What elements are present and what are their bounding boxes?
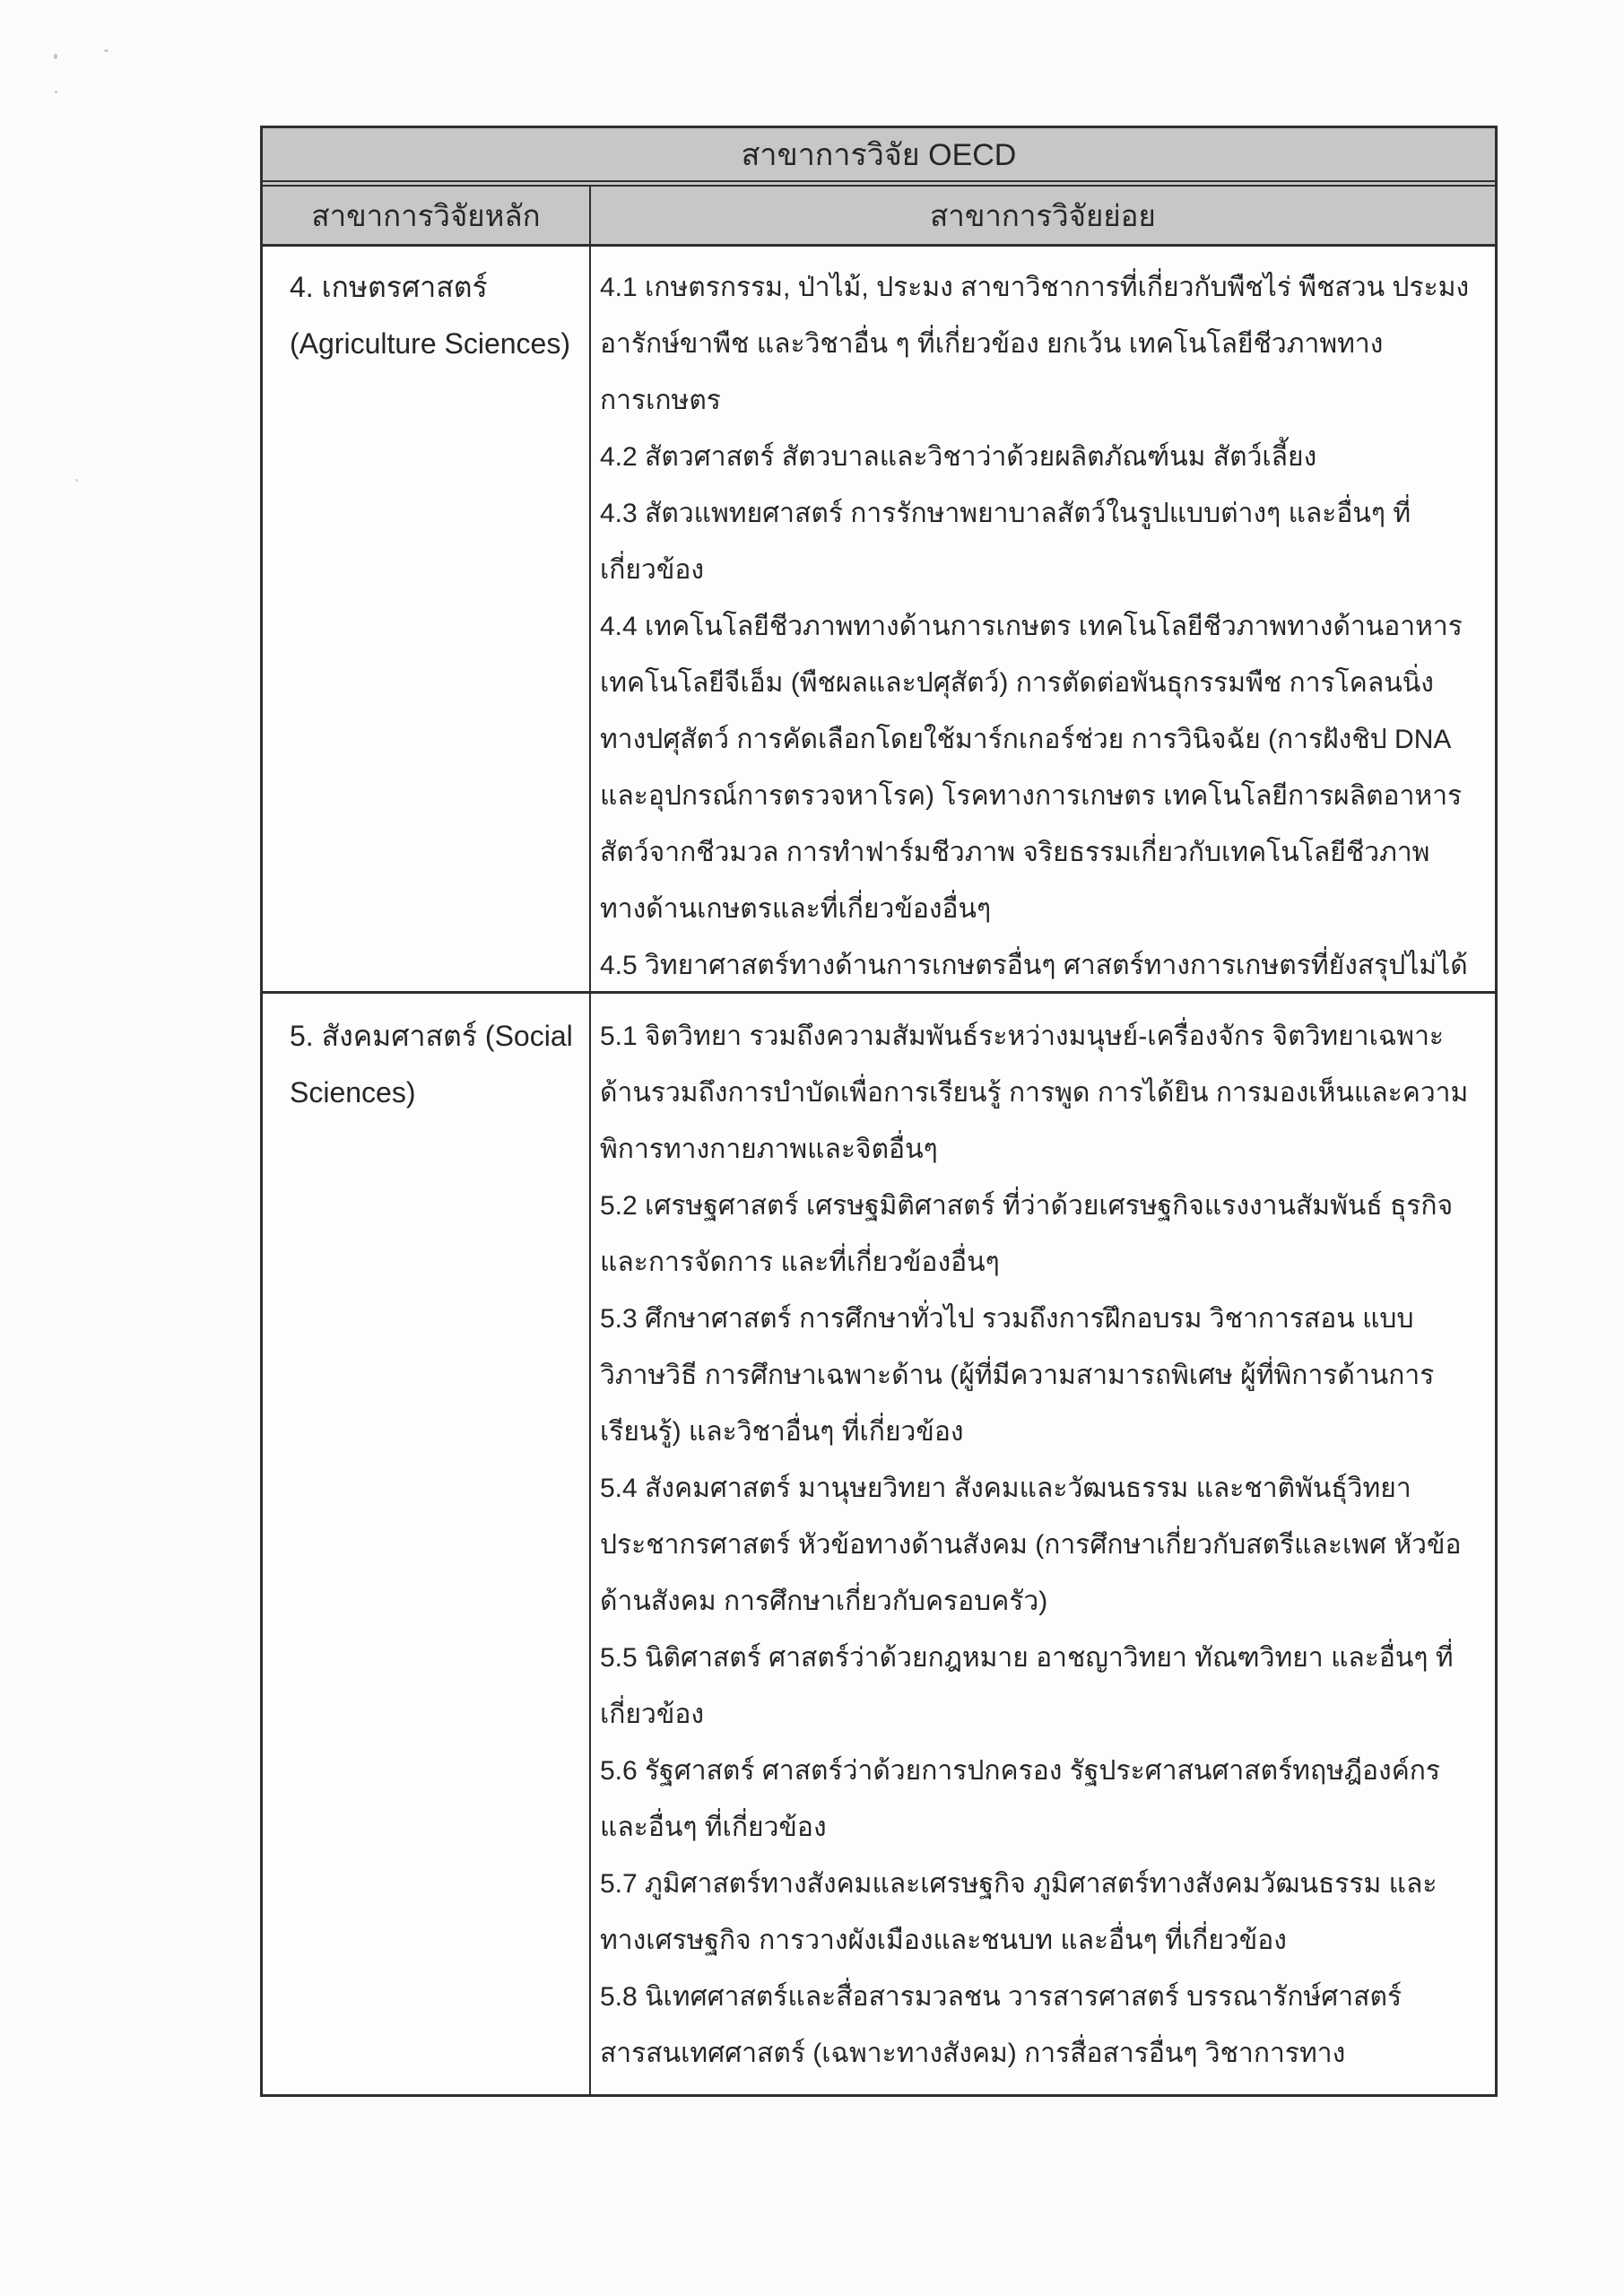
text-line: 4.1 เกษตรกรรม, ป่าไม้, ประมง สาขาวิชาการที่เกี่ยวกับพืชไร่ พืชสวน ประมง	[600, 273, 1470, 302]
scan-speck	[54, 54, 57, 59]
main-field-cell	[263, 994, 591, 2094]
text-line: ประชากรศาสตร์ หัวข้อทางด้านสังคม (การศึกษาเกี่ยวกับสตรีและเพศ หัวข้อ	[600, 1530, 1462, 1560]
text-line: วิภาษวิธี การศึกษาเฉพาะด้าน (ผู้ที่มีความสามารถพิเศษ ผู้ที่พิการด้านการ	[600, 1361, 1435, 1390]
text-line: เกี่ยวข้อง	[600, 1700, 705, 1729]
text-line: 5.3 ศึกษาศาสตร์ การศึกษาทั่วไป รวมถึงการฝึกอบรม วิชาการสอน แบบ	[600, 1304, 1414, 1334]
scan-speck	[75, 479, 78, 482]
col-header-sub-field: สาขาการวิจัยย่อย	[930, 198, 1156, 232]
text-line: เกี่ยวข้อง	[600, 555, 705, 585]
main-field-cell	[263, 247, 591, 991]
text-line: 5.7 ภูมิศาสตร์ทางสังคมและเศรษฐกิจ ภูมิศาสตร์ทางสังคมวัฒนธรรม และ	[600, 1869, 1437, 1899]
text-line: 5.4 สังคมศาสตร์ มานุษยวิทยา สังคมและวัฒนธรรม และชาติพันธุ์วิทยา	[600, 1474, 1411, 1503]
text-line: พิการทางกายภาพและจิตอื่นๆ	[600, 1135, 938, 1164]
text-line: ทางด้านเกษตรและที่เกี่ยวข้องอื่นๆ	[600, 894, 992, 924]
scan-speck	[55, 91, 57, 93]
text-line: 4.3 สัตวแพทยศาสตร์ การรักษาพยาบาลสัตว์ในรูปแบบต่างๆ และอื่นๆ ที่	[600, 499, 1411, 528]
oecd-research-table	[260, 126, 1498, 2097]
text-line: สารสนเทศศาสตร์ (เฉพาะทางสังคม) การสื่อสารอื่นๆ วิชาการทาง	[600, 2039, 1346, 2068]
text-line: การเกษตร	[600, 386, 721, 415]
col-header-main-field: สาขาการวิจัยหลัก	[263, 187, 591, 244]
text-line: และการจัดการ และที่เกี่ยวข้องอื่นๆ	[600, 1248, 1000, 1277]
text-line: ด้านรวมถึงการบำบัดเพื่อการเรียนรู้ การพูด การได้ยิน การมองเห็นและความ	[600, 1078, 1469, 1108]
text-line: 5.6 รัฐศาสตร์ ศาสตร์ว่าด้วยการปกครอง รัฐประศาสนศาสตร์ทฤษฎีองค์กร	[600, 1756, 1441, 1786]
text-line: 5.8 นิเทศศาสตร์และสื่อสารมวลชน วารสารศาสตร์ บรรณารักษ์ศาสตร์	[600, 1982, 1403, 2012]
text-line: 5.2 เศรษฐศาสตร์ เศรษฐมิติศาสตร์ ที่ว่าด้วยเศรษฐกิจแรงงานสัมพันธ์ ธุรกิจ	[600, 1191, 1454, 1221]
table-row-social-sciences	[263, 994, 1495, 2094]
text-line: เทคโนโลยีจีเอ็ม (พืชผลและปศุสัตว์) การตัดต่อพันธุกรรมพืช การโคลนนิ่ง	[600, 668, 1434, 698]
text-line: 4. เกษตรศาสตร์	[290, 271, 488, 303]
text-line: 4.4 เทคโนโลยีชีวภาพทางด้านการเกษตร เทคโนโลยีชีวภาพทางด้านอาหาร	[600, 612, 1463, 641]
text-line: สัตว์จากชีวมวล การทำฟาร์มชีวภาพ จริยธรรมเกี่ยวกับเทคโนโลยีชีวภาพ	[600, 838, 1430, 867]
text-line: อารักษ์ขาพืช และวิชาอื่น ๆ ที่เกี่ยวข้อง ยกเว้น เทคโนโลยีชีวภาพทาง	[600, 329, 1384, 359]
text-line: 4.5 วิทยาศาสตร์ทางด้านการเกษตรอื่นๆ ศาสตร์ทางการเกษตรที่ยังสรุปไม่ได้	[600, 951, 1468, 980]
column-header-row	[263, 187, 1495, 247]
text-line: 4.2 สัตวศาสตร์ สัตวบาลและวิชาว่าด้วยผลิตภัณฑ์นม สัตว์เลี้ยง	[600, 442, 1317, 472]
text-line: (Agriculture Sciences)	[290, 327, 570, 360]
table-title: สาขาการวิจัย OECD	[263, 128, 1495, 187]
text-line: และอุปกรณ์การตรวจหาโรค) โรคทางการเกษตร เทคโนโลยีการผลิตอาหาร	[600, 781, 1463, 811]
text-line: 5. สังคมศาสตร์ (Social	[290, 1020, 573, 1052]
text-line: ด้านสังคม การศึกษาเกี่ยวกับครอบครัว)	[600, 1587, 1048, 1616]
text-line: 5.1 จิตวิทยา รวมถึงความสัมพันธ์ระหว่างมนุษย์-เครื่องจักร จิตวิทยาเฉพาะ	[600, 1022, 1445, 1051]
text-line: Sciences)	[290, 1076, 416, 1109]
text-line: ทางปศุสัตว์ การคัดเลือกโดยใช้มาร์กเกอร์ช่วย การวินิจฉัย (การฝังชิป DNA	[600, 725, 1452, 754]
text-line: ทางเศรษฐกิจ การวางผังเมืองและชนบท และอื่นๆ ที่เกี่ยวข้อง	[600, 1926, 1287, 1955]
text-line: และอื่นๆ ที่เกี่ยวข้อง	[600, 1813, 827, 1842]
scan-speck	[104, 49, 109, 52]
table-row-agriculture	[263, 247, 1495, 994]
sub-field-cell	[591, 994, 1495, 2094]
sub-field-cell	[591, 247, 1495, 991]
text-line: 5.5 นิติศาสตร์ ศาสตร์ว่าด้วยกฎหมาย อาชญาวิทยา ทัณฑวิทยา และอื่นๆ ที่	[600, 1643, 1454, 1673]
text-line: เรียนรู้) และวิชาอื่นๆ ที่เกี่ยวข้อง	[600, 1417, 964, 1447]
